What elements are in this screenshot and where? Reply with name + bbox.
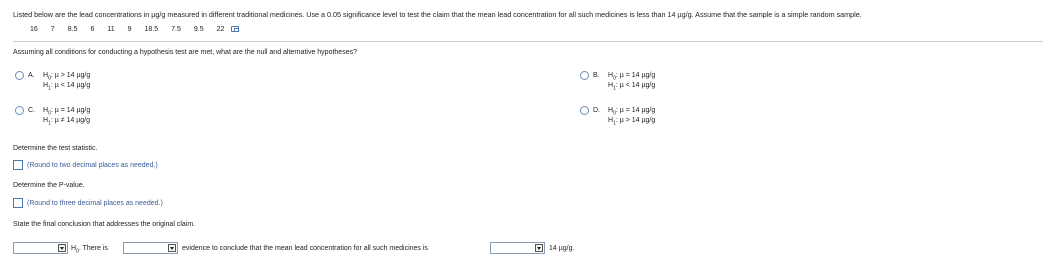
option-c-alternative-hypothesis: $H_1$: µ ≠ 14 µg/g bbox=[43, 117, 90, 127]
data-value: 18.5 bbox=[144, 26, 159, 33]
test-statistic-input[interactable] bbox=[13, 160, 23, 170]
reject-decision-dropdown[interactable] bbox=[13, 242, 68, 254]
data-value: 9 bbox=[127, 26, 132, 33]
p-value-label: Determine the P-value. bbox=[13, 182, 85, 189]
h0-statement: $H_0$. There is bbox=[71, 245, 108, 255]
data-value: 22 bbox=[216, 26, 225, 33]
option-c-null-hypothesis: $H_0$: µ = 14 µg/g bbox=[43, 107, 91, 117]
option-d-radio[interactable] bbox=[580, 106, 589, 115]
option-d-null-hypothesis: $H_0$: µ = 14 µg/g bbox=[608, 107, 656, 117]
conclusion-label: State the final conclusion that addresses the original claim. bbox=[13, 221, 196, 228]
data-value: 7.5 bbox=[171, 26, 181, 33]
test-statistic-hint: (Round to two decimal places as needed.) bbox=[27, 162, 158, 169]
data-value: 6 bbox=[90, 26, 95, 33]
option-b-alternative-hypothesis: $H_1$: µ < 14 µg/g bbox=[608, 82, 656, 92]
question-text: Assuming all conditions for conducting a hypothesis test are met, what are the null and alternative hypotheses? bbox=[13, 49, 357, 56]
data-value: 11 bbox=[107, 26, 115, 33]
option-b-radio[interactable] bbox=[580, 71, 589, 80]
option-c-letter: C. bbox=[28, 107, 35, 114]
chevron-down-icon[interactable] bbox=[535, 244, 543, 252]
option-c-h0-text: µ = 14 µg/g bbox=[54, 107, 91, 114]
comparison-dropdown[interactable] bbox=[490, 242, 545, 254]
conclusion-middle-text: evidence to conclude that the mean lead concentration for all such medicines is bbox=[182, 245, 428, 252]
problem-intro: Listed below are the lead concentrations in µg/g measured in different traditional medicines. Use a 0.05 significance level to test the claim that the mean lead concentration for all such medicines is less than 14 µg/g. Assume that the sample is a simple random sample. bbox=[13, 10, 862, 19]
h0-statement-text: . There is bbox=[78, 245, 108, 252]
option-c-radio[interactable] bbox=[15, 106, 24, 115]
evidence-dropdown[interactable] bbox=[123, 242, 178, 254]
chevron-down-icon[interactable] bbox=[168, 244, 176, 252]
option-c[interactable] bbox=[15, 106, 215, 128]
option-d-h1-text: µ > 14 µg/g bbox=[619, 117, 656, 124]
divider bbox=[13, 41, 1043, 42]
conclusion-end-text: 14 µg/g. bbox=[549, 245, 575, 252]
copy-data-icon[interactable] bbox=[231, 26, 239, 32]
option-d-h0-text: µ = 14 µg/g bbox=[619, 107, 656, 114]
option-b[interactable] bbox=[580, 71, 780, 93]
data-value: 7 bbox=[50, 26, 55, 33]
data-values-row bbox=[30, 26, 239, 33]
option-a-alternative-hypothesis: $H_1$: µ < 14 µg/g bbox=[43, 82, 91, 92]
option-c-h1-text: µ ≠ 14 µg/g bbox=[54, 117, 90, 124]
option-a-radio[interactable] bbox=[15, 71, 24, 80]
option-d[interactable] bbox=[580, 106, 780, 128]
option-a-null-hypothesis: $H_0$: µ > 14 µg/g bbox=[43, 72, 91, 82]
p-value-input[interactable] bbox=[13, 198, 23, 208]
option-a[interactable] bbox=[15, 71, 215, 93]
data-value: 16 bbox=[30, 26, 38, 33]
chevron-down-icon[interactable] bbox=[58, 244, 66, 252]
option-d-alternative-hypothesis: $H_1$: µ > 14 µg/g bbox=[608, 117, 656, 127]
test-statistic-label: Determine the test statistic. bbox=[13, 145, 98, 152]
p-value-hint: (Round to three decimal places as needed.) bbox=[27, 200, 163, 207]
option-b-letter: B. bbox=[593, 72, 600, 79]
option-d-letter: D. bbox=[593, 107, 600, 114]
option-a-h0-text: µ > 14 µg/g bbox=[54, 72, 91, 79]
data-value: 9.5 bbox=[193, 26, 204, 33]
option-b-h0-text: µ = 14 µg/g bbox=[619, 72, 656, 79]
option-a-h1-text: µ < 14 µg/g bbox=[54, 82, 91, 89]
data-value: 8.5 bbox=[67, 26, 78, 33]
option-b-null-hypothesis: $H_0$: µ = 14 µg/g bbox=[608, 72, 656, 82]
option-b-h1-text: µ < 14 µg/g bbox=[619, 82, 656, 89]
option-a-letter: A. bbox=[28, 72, 35, 79]
